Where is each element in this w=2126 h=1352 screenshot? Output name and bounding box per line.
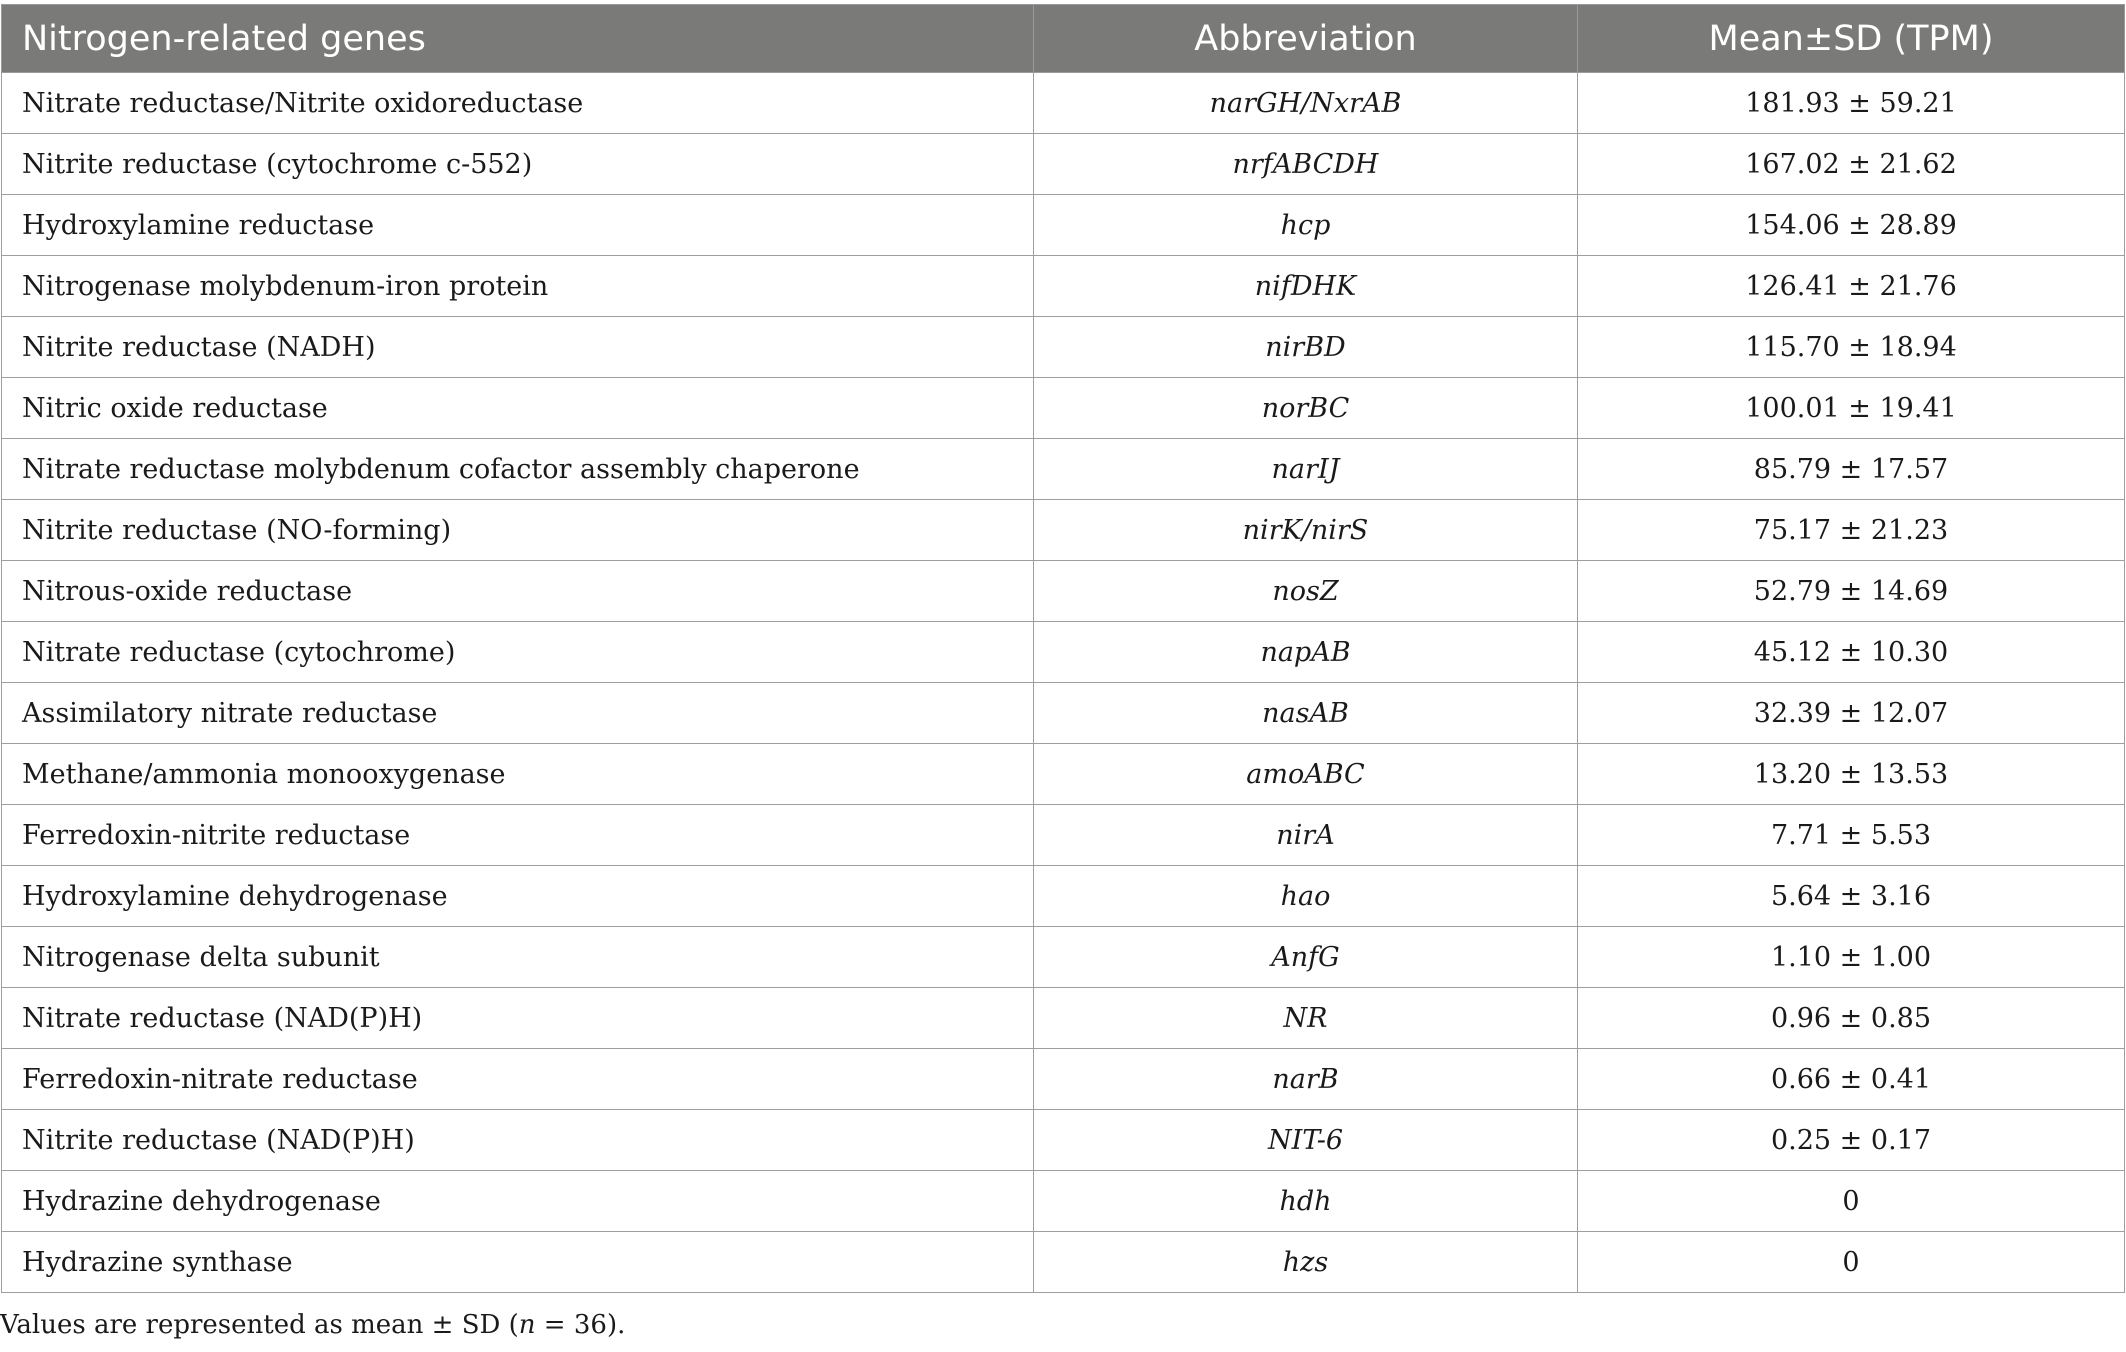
table-row — [2, 256, 2125, 317]
gene-cell: Nitrate reductase (cytochrome) — [2, 622, 1034, 683]
table-row — [2, 195, 2125, 256]
table-row — [2, 1232, 2125, 1293]
gene-cell: Nitrite reductase (NADH) — [2, 317, 1034, 378]
table-row — [2, 317, 2125, 378]
gene-cell: Nitrate reductase/Nitrite oxidoreductase — [2, 73, 1034, 134]
abbreviation-cell: AnfG — [1034, 927, 1578, 988]
gene-cell: Nitric oxide reductase — [2, 378, 1034, 439]
abbreviation-cell: nirA — [1034, 805, 1578, 866]
table-row — [2, 439, 2125, 500]
table-row — [2, 683, 2125, 744]
value-cell: 0 — [1578, 1232, 2125, 1293]
abbreviation-cell: nrfABCDH — [1034, 134, 1578, 195]
footnote-n-symbol: n — [518, 1310, 536, 1340]
value-cell: 154.06 ± 28.89 — [1578, 195, 2125, 256]
table-row — [2, 500, 2125, 561]
abbreviation-cell: amoABC — [1034, 744, 1578, 805]
value-cell: 115.70 ± 18.94 — [1578, 317, 2125, 378]
table-row — [2, 988, 2125, 1049]
table-row — [2, 561, 2125, 622]
abbreviation-cell: hdh — [1034, 1171, 1578, 1232]
value-cell: 52.79 ± 14.69 — [1578, 561, 2125, 622]
nitrogen-genes-table — [1, 4, 2125, 1293]
value-cell: 13.20 ± 13.53 — [1578, 744, 2125, 805]
gene-cell: Nitrogenase delta subunit — [2, 927, 1034, 988]
header-row — [2, 5, 2125, 73]
abbreviation-cell: narGH/NxrAB — [1034, 73, 1578, 134]
header-mean-sd: Mean±SD (TPM) — [1578, 5, 2125, 73]
table-body — [2, 73, 2125, 1293]
abbreviation-cell: nirK/nirS — [1034, 500, 1578, 561]
abbreviation-cell: napAB — [1034, 622, 1578, 683]
value-cell: 85.79 ± 17.57 — [1578, 439, 2125, 500]
footnote-suffix: = 36). — [535, 1310, 626, 1340]
gene-cell: Nitrogenase molybdenum-iron protein — [2, 256, 1034, 317]
gene-cell: Hydrazine dehydrogenase — [2, 1171, 1034, 1232]
value-cell: 32.39 ± 12.07 — [1578, 683, 2125, 744]
header-genes: Nitrogen-related genes — [2, 5, 1034, 73]
value-cell: 1.10 ± 1.00 — [1578, 927, 2125, 988]
table-row — [2, 134, 2125, 195]
gene-cell: Nitrous-oxide reductase — [2, 561, 1034, 622]
gene-cell: Nitrite reductase (NO-forming) — [2, 500, 1034, 561]
gene-cell: Ferredoxin-nitrate reductase — [2, 1049, 1034, 1110]
abbreviation-cell: NIT-6 — [1034, 1110, 1578, 1171]
gene-cell: Nitrate reductase molybdenum cofactor assembly chaperone — [2, 439, 1034, 500]
value-cell: 100.01 ± 19.41 — [1578, 378, 2125, 439]
value-cell: 45.12 ± 10.30 — [1578, 622, 2125, 683]
table-row — [2, 1049, 2125, 1110]
table-row — [2, 805, 2125, 866]
abbreviation-cell: hzs — [1034, 1232, 1578, 1293]
abbreviation-cell: nirBD — [1034, 317, 1578, 378]
table-row — [2, 744, 2125, 805]
gene-cell: Nitrite reductase (cytochrome c-552) — [2, 134, 1034, 195]
value-cell: 5.64 ± 3.16 — [1578, 866, 2125, 927]
table-row — [2, 866, 2125, 927]
value-cell: 0.25 ± 0.17 — [1578, 1110, 2125, 1171]
abbreviation-cell: narB — [1034, 1049, 1578, 1110]
table-row — [2, 378, 2125, 439]
header-abbreviation: Abbreviation — [1034, 5, 1578, 73]
abbreviation-cell: NR — [1034, 988, 1578, 1049]
abbreviation-cell: hcp — [1034, 195, 1578, 256]
table-row — [2, 622, 2125, 683]
footnote-prefix: Values are represented as mean ± SD ( — [0, 1310, 519, 1340]
table-row — [2, 1171, 2125, 1232]
value-cell: 167.02 ± 21.62 — [1578, 134, 2125, 195]
gene-cell: Ferredoxin-nitrite reductase — [2, 805, 1034, 866]
value-cell: 75.17 ± 21.23 — [1578, 500, 2125, 561]
abbreviation-cell: nifDHK — [1034, 256, 1578, 317]
data-table-container — [1, 4, 2124, 1293]
value-cell: 0.66 ± 0.41 — [1578, 1049, 2125, 1110]
value-cell: 126.41 ± 21.76 — [1578, 256, 2125, 317]
table-row — [2, 927, 2125, 988]
gene-cell: Hydroxylamine reductase — [2, 195, 1034, 256]
gene-cell: Nitrite reductase (NAD(P)H) — [2, 1110, 1034, 1171]
table-row — [2, 73, 2125, 134]
value-cell: 0.96 ± 0.85 — [1578, 988, 2125, 1049]
value-cell: 7.71 ± 5.53 — [1578, 805, 2125, 866]
abbreviation-cell: narIJ — [1034, 439, 1578, 500]
abbreviation-cell: nosZ — [1034, 561, 1578, 622]
table-row — [2, 1110, 2125, 1171]
table-header — [2, 5, 2125, 73]
gene-cell: Assimilatory nitrate reductase — [2, 683, 1034, 744]
table-footnote — [0, 1310, 625, 1340]
abbreviation-cell: hao — [1034, 866, 1578, 927]
gene-cell: Nitrate reductase (NAD(P)H) — [2, 988, 1034, 1049]
gene-cell: Methane/ammonia monooxygenase — [2, 744, 1034, 805]
gene-cell: Hydroxylamine dehydrogenase — [2, 866, 1034, 927]
abbreviation-cell: norBC — [1034, 378, 1578, 439]
value-cell: 0 — [1578, 1171, 2125, 1232]
value-cell: 181.93 ± 59.21 — [1578, 73, 2125, 134]
abbreviation-cell: nasAB — [1034, 683, 1578, 744]
gene-cell: Hydrazine synthase — [2, 1232, 1034, 1293]
